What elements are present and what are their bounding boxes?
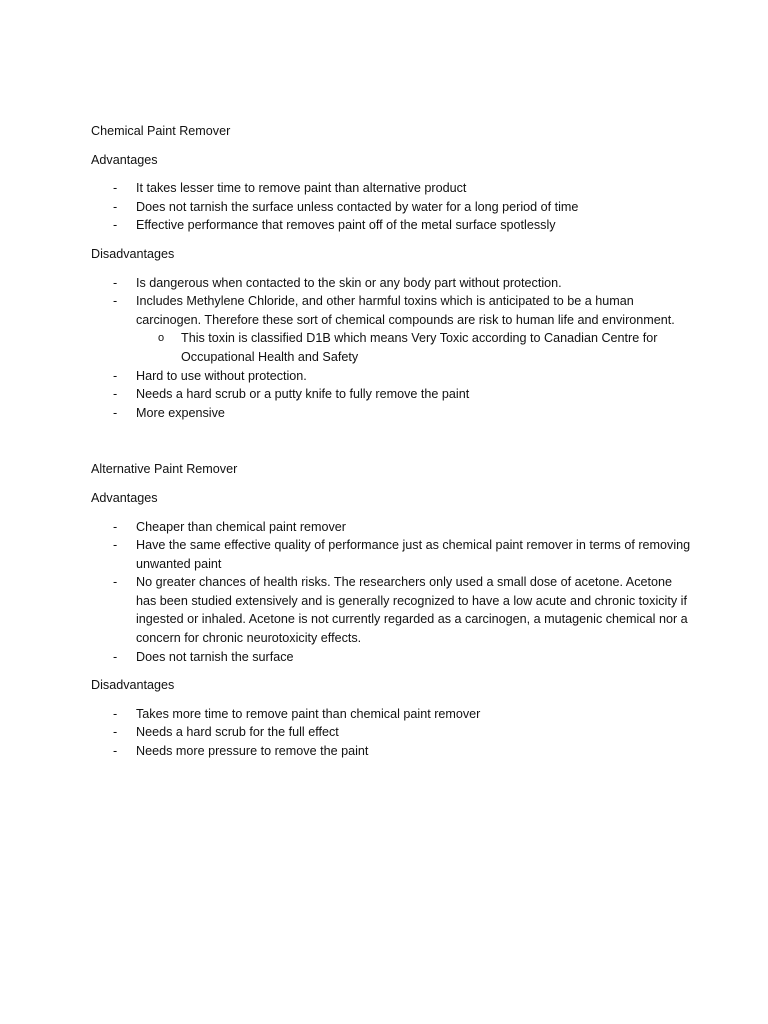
list-item xyxy=(91,385,691,404)
sub-list-item-text: This toxin is classified D1B which means Very Toxic according to Canadian Centre for Occupational Health and Safety xyxy=(181,331,658,364)
list-item xyxy=(91,367,691,386)
disadvantages-list xyxy=(91,274,691,423)
list-item xyxy=(91,198,691,217)
list-item-text: Includes Methylene Chloride, and other harmful toxins which is anticipated to be a human carcinogen. Therefore these sort of chemical compounds are risk to human life and environment. xyxy=(136,294,675,327)
list-item xyxy=(91,705,691,724)
list-item xyxy=(91,292,691,366)
section-spacer xyxy=(91,422,691,460)
list-item-text: Have the same effective quality of performance just as chemical paint remover in terms of removing unwanted paint xyxy=(136,538,691,571)
list-item-text: Hard to use without protection. xyxy=(136,368,307,383)
dash-bullet: - xyxy=(113,387,118,402)
list-item-text: Needs more pressure to remove the paint xyxy=(136,744,369,759)
dash-bullet: - xyxy=(113,405,118,420)
list-item xyxy=(91,742,691,761)
list-item-text: Takes more time to remove paint than chemical paint remover xyxy=(136,706,481,721)
list-item xyxy=(91,536,691,573)
dash-bullet: - xyxy=(113,275,118,290)
dash-bullet: - xyxy=(113,368,118,383)
dash-bullet: - xyxy=(113,725,118,740)
list-item-text: Is dangerous when contacted to the skin or any body part without protection. xyxy=(136,275,562,290)
advantages-heading: Advantages xyxy=(91,152,158,167)
circle-bullet: o xyxy=(158,332,165,345)
document-content xyxy=(91,122,691,761)
dash-bullet: - xyxy=(113,706,118,721)
list-item-text: More expensive xyxy=(136,405,225,420)
disadvantages-heading: Disadvantages xyxy=(91,246,175,261)
list-item-text: No greater chances of health risks. The researchers only used a small dose of acetone. Acetone has been studied extensively and is generally recognized to have a low acute and chronic toxicity if ingested or inhaled. Acetone is not currently regarded as a carcinogen, a mutagenic chemical nor a concern for chronic neurotoxicity effects. xyxy=(136,575,688,646)
dash-bullet: - xyxy=(113,519,118,534)
list-item-text: It takes lesser time to remove paint than alternative product xyxy=(136,181,467,196)
advantages-list xyxy=(91,179,691,235)
list-item-text: Does not tarnish the surface xyxy=(136,649,294,664)
list-item xyxy=(91,518,691,537)
section-title: Alternative Paint Remover xyxy=(91,462,238,477)
dash-bullet: - xyxy=(113,181,118,196)
section-title: Chemical Paint Remover xyxy=(91,124,231,138)
list-item-text: Cheaper than chemical paint remover xyxy=(136,519,347,534)
list-item xyxy=(91,216,691,235)
list-item xyxy=(91,723,691,742)
list-item xyxy=(91,648,691,667)
section-chemical-paint-remover xyxy=(91,122,691,422)
disadvantages-list xyxy=(91,705,691,761)
list-item-text: Effective performance that removes paint off of the metal surface spotlessly xyxy=(136,218,556,233)
dash-bullet: - xyxy=(113,218,118,233)
list-item xyxy=(91,274,691,293)
list-item-text: Needs a hard scrub for the full effect xyxy=(136,725,339,740)
advantages-list xyxy=(91,518,691,667)
advantages-heading: Advantages xyxy=(91,490,158,505)
sub-list xyxy=(136,329,691,366)
section-alternative-paint-remover xyxy=(91,460,691,760)
dash-bullet: - xyxy=(113,575,118,590)
sub-list-item xyxy=(136,329,691,366)
list-item-text: Needs a hard scrub or a putty knife to fully remove the paint xyxy=(136,387,470,402)
dash-bullet: - xyxy=(113,199,118,214)
disadvantages-heading: Disadvantages xyxy=(91,678,175,693)
dash-bullet: - xyxy=(113,744,118,759)
list-item xyxy=(91,179,691,198)
list-item-text: Does not tarnish the surface unless contacted by water for a long period of time xyxy=(136,199,579,214)
list-item xyxy=(91,404,691,423)
list-item xyxy=(91,573,691,647)
dash-bullet: - xyxy=(113,649,118,664)
dash-bullet: - xyxy=(113,294,118,309)
dash-bullet: - xyxy=(113,538,118,553)
